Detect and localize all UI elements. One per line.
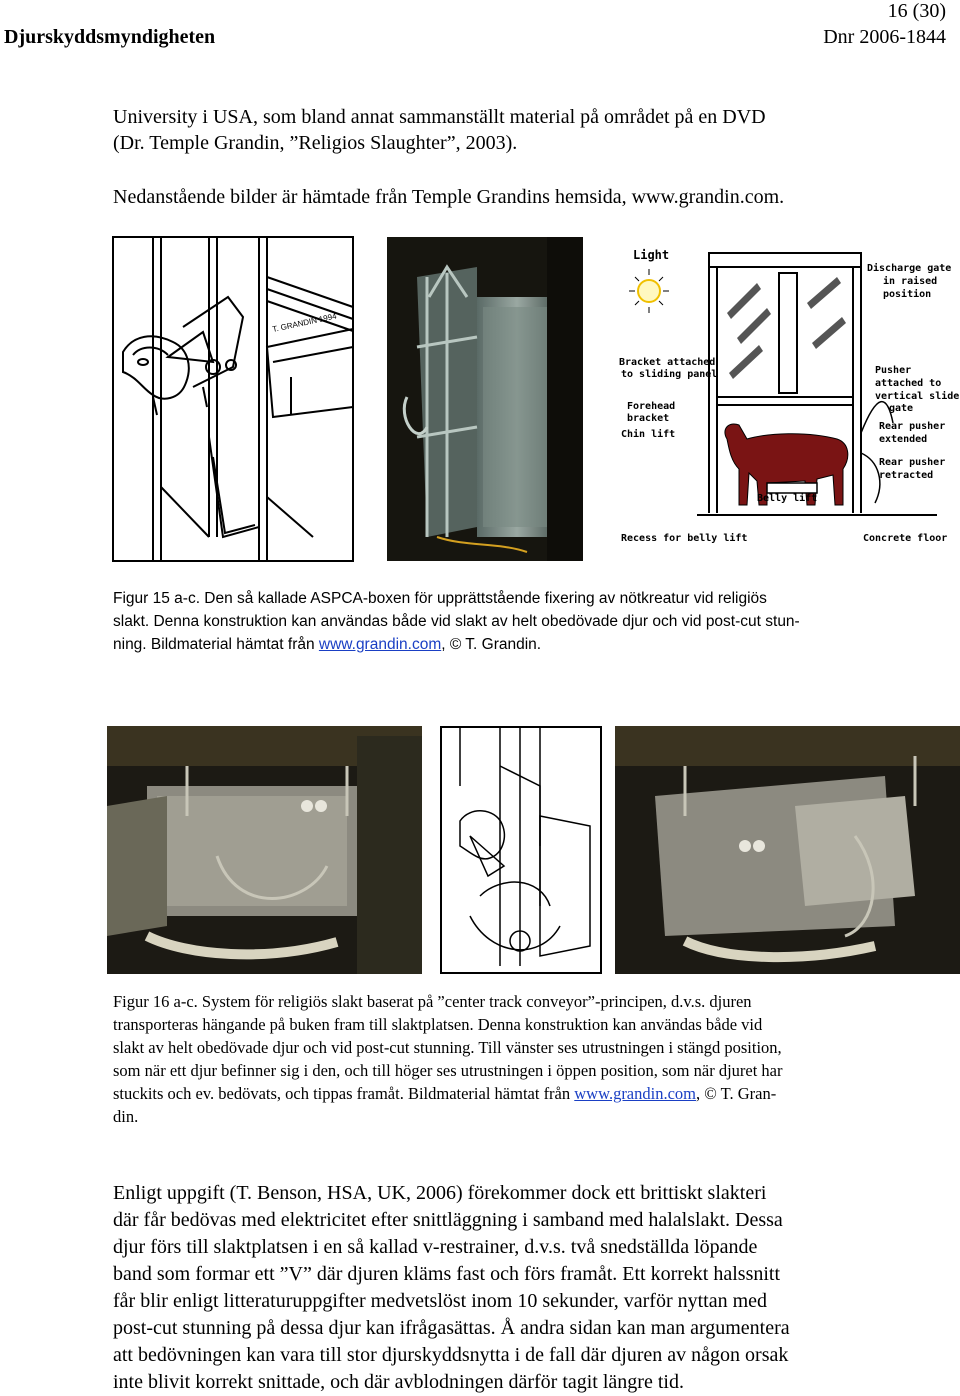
label-rear-ret-1: Rear pusher: [879, 457, 946, 468]
label-concrete: Concrete floor: [863, 533, 948, 544]
label-pusher-1: Pusher: [875, 365, 912, 376]
fig15-caption-line-3-pre: ning. Bildmaterial hämtat från: [113, 636, 319, 653]
figure-15a-drawing: [113, 237, 353, 561]
fig16-caption-line-2: transporteras hängande på buken fram till slaktplatsen. Denna konstruktion kan användas både vid: [113, 1015, 763, 1034]
intro-line-2: (Dr. Temple Grandin, ”Religios Slaughter”, 2003).: [113, 132, 518, 154]
label-pusher-3: vertical slide: [875, 391, 960, 402]
drawing-signature: T. GRANDIN 1994: [271, 311, 338, 334]
figure-16c-photo: [615, 726, 960, 974]
figure-15-caption: [113, 587, 913, 656]
label-bracket-1: Bracket attached: [619, 357, 716, 368]
figure-16-caption: [113, 990, 913, 1128]
label-forehead-1: Forehead: [627, 401, 676, 412]
document-number: Dnr 2006-1844: [823, 26, 946, 48]
fig15-caption-line-1: Figur 15 a-c. Den så kallade ASPCA-boxen för upprättstående fixering av nötkreatur vid religiös: [113, 590, 767, 607]
closing-line: band som formar ett ”V” där djuren kläms fast och förs framåt. Ett korrekt halssnitt: [113, 1263, 781, 1285]
figure-16a-photo: [107, 726, 422, 974]
label-discharge-2: in raised: [883, 276, 938, 287]
source-paragraph: Nedanstående bilder är hämtade från Temple Grandins hemsida, www.grandin.com.: [113, 186, 785, 208]
label-rear-ext-1: Rear pusher: [879, 421, 946, 432]
closing-line: att bedövningen kan vara till stor djurskyddsnytta i de fall där djuren av någon orsak: [113, 1344, 789, 1366]
figure-16b-drawing: [440, 726, 602, 974]
figure-15c-diagram: [617, 243, 960, 549]
label-bracket-2: to sliding panel: [621, 369, 718, 380]
fig16-caption-line-5-post: , © T. Gran-: [696, 1084, 777, 1103]
label-recess: Recess for belly lift: [621, 533, 748, 544]
fig16-caption-line-5-pre: stuckits och ev. bedövats, och tippas framåt. Bildmaterial hämtat från: [113, 1084, 575, 1103]
fig16-caption-line-1: Figur 16 a-c. System för religiös slakt baserat på ”center track conveyor”-principen, d.v.s. djuren: [113, 992, 752, 1011]
grandin-link-fig16[interactable]: www.grandin.com: [574, 1084, 697, 1103]
closing-line: inte blivit korrekt snittade, och där avblodningen därför tagit längre tid.: [113, 1371, 684, 1393]
closing-line: post-cut stunning på dessa djur kan ifrågasättas. Å andra sidan kan man argumentera: [113, 1317, 790, 1339]
page-number: 16 (30): [887, 0, 946, 22]
label-pusher-4: gate: [889, 403, 914, 414]
fig16-caption-line-3: slakt av helt obedövade djur och vid post-cut stunning. Till vänster ses utrustningen i stängd position,: [113, 1038, 782, 1057]
closing-line: Enligt uppgift (T. Benson, HSA, UK, 2006) förekommer dock ett brittiskt slakteri: [113, 1182, 767, 1204]
label-light: Light: [633, 248, 670, 262]
label-belly-lift: Belly lift: [757, 493, 818, 504]
closing-line: får blir enligt litteraturuppgifter medvetslöst inom 10 sekunder, varför nyttan med: [113, 1290, 768, 1312]
label-discharge-3: position: [883, 289, 932, 300]
label-pusher-2: attached to: [875, 378, 942, 389]
fig15-caption-line-3-post: , © T. Grandin.: [441, 636, 542, 653]
figure-15b-photo: [387, 237, 583, 561]
label-rear-ext-2: extended: [879, 434, 928, 445]
fig16-caption-line-6: din.: [113, 1107, 139, 1126]
closing-line: djur förs till slaktplatsen i en så kallad v-restrainer, d.v.s. två snedställda löpande: [113, 1236, 758, 1258]
fig16-caption-line-4: som när ett djur befinner sig i den, och till höger ses utrustningen i öppen position, som när djuret har: [113, 1061, 783, 1080]
label-chin-lift: Chin lift: [621, 429, 676, 440]
label-forehead-2: bracket: [627, 413, 670, 424]
label-discharge-1: Discharge gate: [867, 263, 952, 274]
label-rear-ret-2: retracted: [879, 470, 934, 481]
grandin-link-fig15[interactable]: www.grandin.com: [318, 636, 442, 653]
organization-name: Djurskyddsmyndigheten: [4, 26, 216, 48]
intro-line-1: University i USA, som bland annat sammanställt material på området på en DVD: [113, 106, 766, 128]
fig15-caption-line-2: slakt. Denna konstruktion kan användas både vid slakt av helt obedövade djur och vid post-cut stun-: [113, 613, 800, 630]
closing-paragraph: [113, 1180, 913, 1396]
closing-line: där får bedövas med elektricitet efter snittläggning i samband med halalslakt. Dessa: [113, 1209, 783, 1231]
intro-paragraph: [113, 104, 913, 156]
